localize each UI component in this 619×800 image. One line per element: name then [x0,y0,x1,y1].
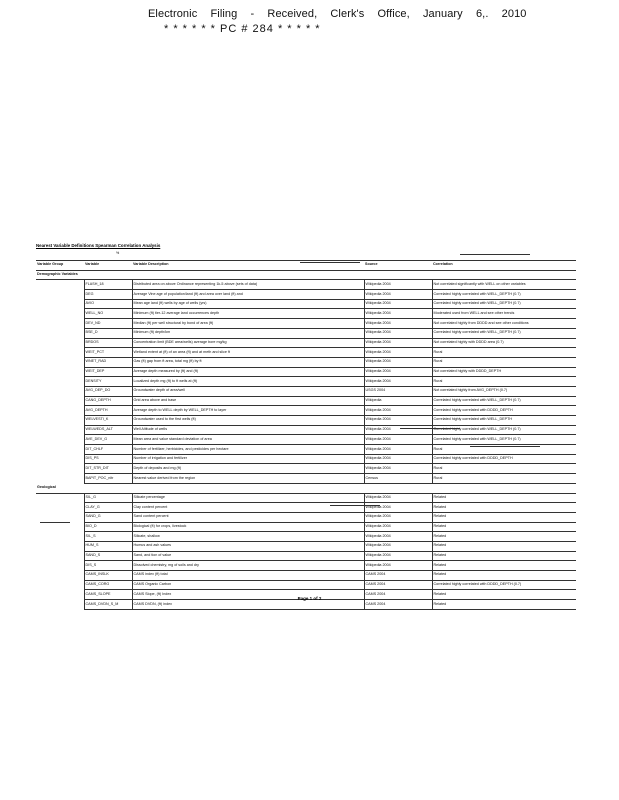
table-row [36,348,576,358]
variable-cell: AVIO [84,299,132,309]
description-cell: Minimum (ft) depth/km [132,328,364,338]
variable-cell: WEIT_PCT [84,348,132,358]
blank-cell [36,532,84,542]
source-cell: Wikipedia 2004 [364,435,432,445]
table-row [36,580,576,590]
blank-cell [36,464,84,474]
correlation-cell: Moderated used from WELL and see other trends [432,309,576,319]
document-title: Nearest Variable Definitions Spearman Correlation Analysis [36,243,161,248]
description-cell: Well Altitude of wells [132,425,364,435]
variable-cell: FLASH_18 [84,280,132,290]
blank-cell [36,386,84,396]
source-cell: Wikipedia 2004 [364,416,432,426]
source-cell: Wikipedia 2004 [364,503,432,513]
variable-cell: CAMS_SLOPE [84,590,132,600]
variable-cell: SIL_S [84,532,132,542]
group-label: Demographic Variables [36,270,576,280]
variable-cell: BIO_D [84,522,132,532]
source-cell: Wikipedia 2004 [364,328,432,338]
blank-cell [36,503,84,513]
description-cell: Depth of deposits and mg (ft) [132,464,364,474]
source-cell: Wikipedia 2004 [364,367,432,377]
correlation-cell: Correlated highly correlated with WELL_DEPTH (0.7) [432,425,576,435]
description-cell: Localized depth mg (ft) to ft wells at (ft) [132,377,364,387]
blank-cell [36,416,84,426]
correlation-cell: Related [432,590,576,600]
column-header: Source [364,261,432,271]
variable-cell: DIS_S [84,561,132,571]
correlation-cell: Related [432,522,576,532]
source-cell: USGS 2004 [364,386,432,396]
table-row [36,386,576,396]
blank-cell [36,512,84,522]
divider [300,262,360,263]
source-cell: Wikipedia 2004 [364,319,432,329]
filing-stamp-line1: Electronic Filing - Received, Clerk's Office, January 6,. 2010 [148,8,527,20]
source-cell: Wikipedia 2004 [364,522,432,532]
page-footer: Page 1 of 2 [297,596,322,601]
variable-cell: SAND_S [84,551,132,561]
blank-cell [36,396,84,406]
table-row [36,328,576,338]
blank-cell [36,425,84,435]
group-label: Geological [36,483,576,493]
source-cell: Wikipedia 2004 [364,541,432,551]
filing-stamp-line2: * * * * * * PC # 284 * * * * * [164,23,321,35]
correlation-cell: Correlated highly correlated with WELL_DEPTH (0.7) [432,290,576,300]
correlation-cell: Related [432,561,576,571]
table-row [36,600,576,610]
correlation-cell: Rural [432,445,576,455]
correlation-cell: Correlated highly correlated with DDDD_DEPTH [432,454,576,464]
variable-cell: DIT_STR_DIT [84,464,132,474]
group-row [36,270,576,280]
blank-cell [36,348,84,358]
blank-cell [36,406,84,416]
table-row [36,377,576,387]
blank-cell [36,377,84,387]
correlation-cell: Correlated highly correlated with WELL_DEPTH (0.7) [432,299,576,309]
description-cell: Groundwater used to the first wells (ft) [132,416,364,426]
correlation-cell: Not correlated highly with DDDD area (0.7) [432,338,576,348]
divider [460,254,530,255]
variable-cell: CAMS_INSLK [84,571,132,581]
source-cell: Wikipedia [364,396,432,406]
table-row [36,309,576,319]
divider [400,428,460,429]
table-row [36,425,576,435]
source-cell: Wikipedia 2004 [364,348,432,358]
correlation-cell: Rural [432,464,576,474]
table-row [36,406,576,416]
table-row [36,299,576,309]
table-row [36,493,576,503]
table-row [36,357,576,367]
source-cell: Wikipedia 2004 [364,357,432,367]
variable-cell: WELWEDS_ALT [84,425,132,435]
correlation-cell: Related [432,571,576,581]
source-cell: Wikipedia 2004 [364,551,432,561]
blank-cell [36,290,84,300]
blank-cell [36,280,84,290]
blank-cell [36,474,84,484]
variable-cell: AVE_DEV_G [84,435,132,445]
source-cell: Wikipedia 2004 [364,309,432,319]
blank-cell [36,561,84,571]
correlation-cell: Rural [432,357,576,367]
variable-cell: SAND_G [84,512,132,522]
correlation-cell: Rural [432,348,576,358]
description-cell: Dissolved chemistry, mg of soils and dry [132,561,364,571]
variable-cell: WELVESTI_K [84,416,132,426]
correlation-cell: Related [432,503,576,513]
table-row [36,522,576,532]
variable-cell: DIT_CHLF [84,445,132,455]
source-cell: Wikipedia 2004 [364,532,432,542]
source-cell: CAMS 2004 [364,590,432,600]
correlation-cell: Related [432,551,576,561]
column-header: Variable Group [36,261,84,271]
description-cell: Clay content percent [132,503,364,513]
blank-cell [36,551,84,561]
table-row [36,435,576,445]
table-row [36,551,576,561]
source-cell: Wikipedia 2004 [364,464,432,474]
document-subnote: % [116,251,120,255]
description-cell: Groundwater depth of area/well [132,386,364,396]
variable-cell: BSE_D [84,328,132,338]
source-cell: Wikipedia 2004 [364,290,432,300]
description-cell: Biological (ft) for crops, livestock [132,522,364,532]
source-cell: Wikipedia 2004 [364,406,432,416]
variable-cell: CLAY_G [84,503,132,513]
source-cell: Census [364,474,432,484]
description-cell: Silicate, shallow [132,532,364,542]
table-row [36,290,576,300]
blank-cell [36,435,84,445]
table-row [36,454,576,464]
correlation-cell: Correlated highly correlated with WELL_DEPTH (0.7) [432,435,576,445]
source-cell: Wikipedia 2004 [364,377,432,387]
description-cell: Humus and ash values [132,541,364,551]
variable-cell: DENSITY [84,377,132,387]
correlation-cell: Not correlated significantly with WELL on other variables [432,280,576,290]
source-cell: Wikipedia 2004 [364,445,432,455]
table-row [36,338,576,348]
blank-cell [36,338,84,348]
table-row [36,319,576,329]
source-cell: CAMS 2004 [364,571,432,581]
source-cell: Wikipedia 2004 [364,280,432,290]
variable-cell: CANG_DEPTH [84,396,132,406]
divider [510,270,550,271]
description-cell: CAMS Slope, (ft) Index [132,590,364,600]
table-row [36,532,576,542]
blank-cell [36,600,84,610]
variable-cell: CAMS_DVDN_S_M [84,600,132,610]
description-cell: CAMS DVDN, (ft) index [132,600,364,610]
correlation-cell: Related [432,541,576,551]
description-cell: CAMS index (ft) total [132,571,364,581]
variable-cell: BAPIT_POC_nitr [84,474,132,484]
description-cell: Distributed area on above Ordinance representing 1k-5 above (sets of data) [132,280,364,290]
description-cell: Sand content percent [132,512,364,522]
table-row [36,561,576,571]
column-header: Variable [84,261,132,271]
table-row [36,474,576,484]
variable-cell: DEV_ND [84,319,132,329]
blank-cell [36,328,84,338]
table-row [36,367,576,377]
source-cell: Wikipedia 2004 [364,454,432,464]
description-cell: Number of fertilizer, herbicides, and pesticides per hectare [132,445,364,455]
blank-cell [36,309,84,319]
correlation-cell: Related [432,532,576,542]
correlation-cell: Correlated highly correlated with WELL_DEPTH (0.7) [432,396,576,406]
correlation-cell: Related [432,600,576,610]
correlation-cell: Correlated highly correlated with WELL_DEPTH (0.7) [432,328,576,338]
source-cell: CAMS 2004 [364,580,432,590]
correlation-cell: Related [432,512,576,522]
variable-cell: WELL_NO [84,309,132,319]
variable-cell: HUM_S [84,541,132,551]
group-row [36,483,576,493]
blank-cell [36,445,84,455]
table-row [36,280,576,290]
variable-cell: BRDOS [84,338,132,348]
description-cell: Gas (ft) gap from ft area, total mg (ft) by ft [132,357,364,367]
variable-cell: DEG [84,290,132,300]
correlation-cell: Rural [432,377,576,387]
source-cell: Wikipedia 2004 [364,561,432,571]
variable-cell: WNET_RAD [84,357,132,367]
correlation-cell: Correlated highly correlated with DDDD_DEPTH (0.7) [432,580,576,590]
blank-cell [36,571,84,581]
variable-cell: SIL_G [84,493,132,503]
source-cell: Wikipedia 2004 [364,512,432,522]
variable-cell: AVG_DEPTH [84,406,132,416]
variable-table [36,260,576,610]
column-header: Variable Description [132,261,364,271]
table-row [36,416,576,426]
blank-cell [36,357,84,367]
correlation-cell: Related [432,493,576,503]
blank-cell [36,541,84,551]
description-cell: Grid area above and base [132,396,364,406]
table-row [36,396,576,406]
description-cell: Sand, and tion of value [132,551,364,561]
correlation-cell: Correlated highly correlated with DDDD_DEPTH [432,406,576,416]
correlation-cell: Rural [432,474,576,484]
table-row [36,464,576,474]
description-cell: Number of irrigation and fertilizer [132,454,364,464]
source-cell: Wikipedia 2004 [364,299,432,309]
source-cell: Wikipedia 2004 [364,338,432,348]
source-cell: Wikipedia 2004 [364,493,432,503]
description-cell: Average depth measured by (ft) and (ft) [132,367,364,377]
description-cell: CAMS Organic Carbon [132,580,364,590]
variable-cell: AVG_DEP_DO [84,386,132,396]
description-cell: Median (ft) per well structural by bond of area (ft) [132,319,364,329]
description-cell: Silicate percentage [132,493,364,503]
divider [470,446,540,447]
description-cell: Average Vine age of population/land (ft) and area over land (ft) and [132,290,364,300]
table-row [36,512,576,522]
blank-cell [36,493,84,503]
divider [330,505,380,506]
blank-cell [36,319,84,329]
description-cell: Concentration limit (BDE area/wells) average bore mg/kg [132,338,364,348]
divider [40,522,70,523]
blank-cell [36,522,84,532]
source-cell: CAMS 2004 [364,600,432,610]
variable-cell: CAMS_CORG [84,580,132,590]
blank-cell [36,580,84,590]
variable-cell: DIS_PS [84,454,132,464]
divider [500,512,560,513]
source-cell: Wikipedia 2004 [364,425,432,435]
correlation-cell: Not correlated highly with DDDD_DEPTH [432,367,576,377]
blank-cell [36,367,84,377]
correlation-cell: Correlated highly correlated with WELL_DEPTH [432,416,576,426]
blank-cell [36,454,84,464]
description-cell: Wetland extent at (ft) of an area (ft) and at meth and slice ft [132,348,364,358]
table-row [36,541,576,551]
variable-cell: WEIT_DEP [84,367,132,377]
description-cell: Average depth to WELL depth by WELL_DEPTH to layer [132,406,364,416]
correlation-cell: Not correlated highly from AVG_DEPTH (0.7) [432,386,576,396]
table-row [36,503,576,513]
column-header: Correlation [432,261,576,271]
description-cell: Minimum (ft) tier-12 average land occurrences depth [132,309,364,319]
description-cell: Mean age land (ft) wells by age of wells (yrs) [132,299,364,309]
correlation-cell: Not correlated highly from DDDD and see other conditions [432,319,576,329]
blank-cell [36,299,84,309]
description-cell: Mean area and value standard deviation of area [132,435,364,445]
table-row [36,571,576,581]
description-cell: Nearest value derived from the region [132,474,364,484]
